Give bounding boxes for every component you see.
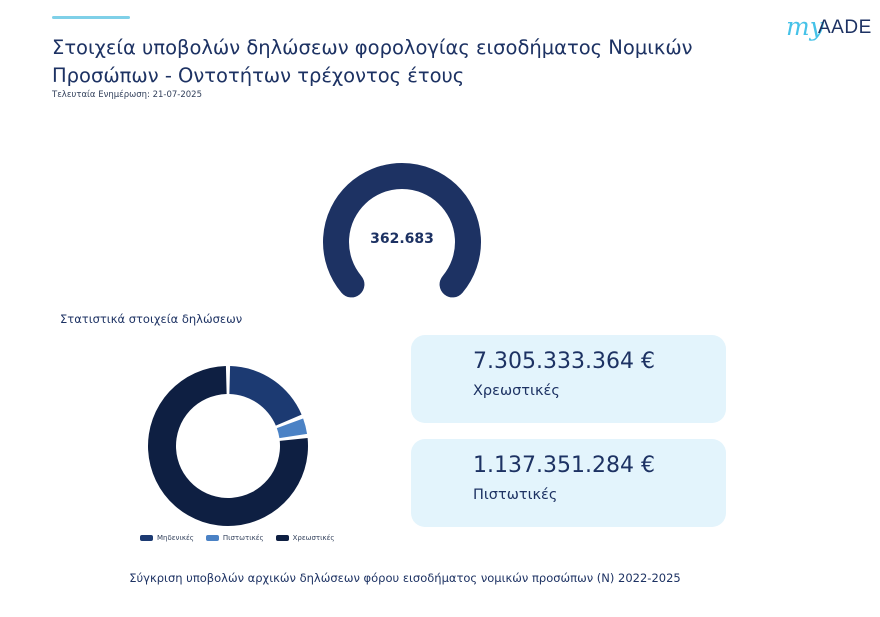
legend-label: Μηδενικές [157, 534, 194, 542]
legend-swatch [206, 535, 219, 541]
credit-label: Πιστωτικές [473, 487, 558, 503]
legend-item[interactable] [276, 534, 335, 542]
stats-chart-title: Στατιστικά στοιχεία δηλώσεων [60, 312, 243, 326]
declarations-donut-chart[interactable] [140, 358, 316, 534]
page-title: Στοιχεία υποβολών δηλώσεων φορολογίας εισοδήματος Νομικών Προσώπων - Οντοτήτων τρέχοντος έτους [52, 36, 693, 87]
logo-my-text: my [786, 12, 824, 41]
legend-swatch [140, 535, 153, 541]
gauge-value: 362.683 [370, 231, 434, 247]
donut-legend [140, 534, 335, 542]
comparison-section-title: Σύγκριση υποβολών αρχικών δηλώσεων φόρου εισοδήματος νομικών προσώπων (Ν) 2022-2025 [129, 571, 681, 585]
legend-swatch [276, 535, 289, 541]
credit-total-card [411, 439, 726, 527]
debit-total-card [411, 335, 726, 423]
donut-slice-0[interactable] [229, 366, 301, 426]
credit-amount: 1.137.351.284 € [473, 453, 655, 478]
logo-aade-text: AADE [818, 17, 872, 38]
legend-item[interactable] [206, 534, 264, 542]
debit-label: Χρεωστικές [473, 383, 560, 399]
header-accent-line [52, 16, 130, 19]
last-updated-text: Τελευταία Ενημέρωση: 21-07-2025 [52, 90, 202, 100]
debit-amount: 7.305.333.364 € [473, 349, 655, 374]
myaade-logo[interactable] [786, 10, 878, 50]
legend-label: Χρεωστικές [292, 534, 335, 542]
legend-item[interactable] [140, 534, 194, 542]
legend-label: Πιστωτικές [222, 534, 264, 542]
